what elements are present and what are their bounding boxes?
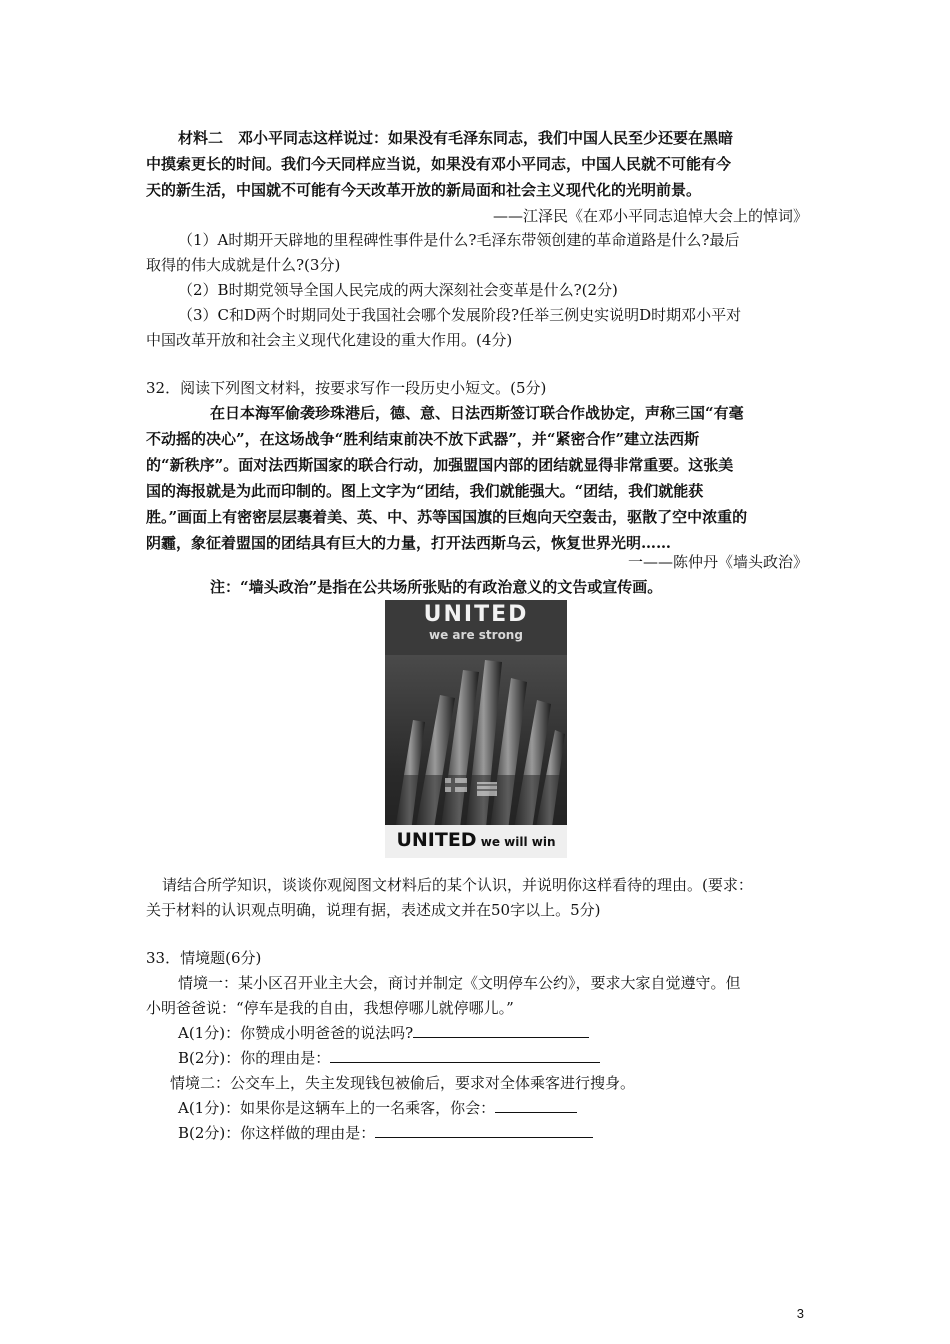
q33-scene2: 情境二：公交车上，失主发现钱包被偷后，要求对全体乘客进行搜身。 — [170, 1074, 636, 1092]
q33-scene1-line2: 小明爸爸说：“停车是我的自由，我想停哪儿就停哪儿。” — [146, 999, 514, 1017]
q32-text-line5: 胜。”画面上有密密层层裹着美、英、中、苏等国国旗的巨炮向天空轰击，驱散了空中浓重的 — [146, 508, 748, 526]
q32-task-line1: 请结合所学知识，谈谈你观阅图文材料后的某个认识，并说明你这样看待的理由。(要求： — [162, 876, 753, 894]
q33-scene1-a-label: A(1分)：你赞成小明爸爸的说法吗? — [178, 1024, 414, 1042]
q32-task-line2: 关于材料的认识观点明确，说理有据，表述成文并在50字以上。5分) — [146, 901, 601, 919]
q33-scene2-a-label: A(1分)：如果你是这辆车上的一名乘客，你会： — [178, 1099, 496, 1117]
material2-line-2: 中摸索更长的时间。我们今天同样应当说，如果没有邓小平同志，中国人民就不可能有今 — [146, 155, 732, 173]
page-number: 3 — [796, 1306, 804, 1321]
q33-scene2-b — [178, 1123, 593, 1143]
q33-title: 33．情境题(6分) — [146, 949, 262, 967]
q32-text-line4: 国的海报就是为此而印制的。图上文字为“团结，我们就能强大。“团结，我们就能获 — [146, 482, 704, 500]
poster-bottom-caption — [385, 829, 567, 851]
q31-part1-line1: （1）A时期开天辟地的里程碑性事件是什么?毛泽东带领创建的革命道路是什么?最后 — [178, 231, 740, 249]
q33-scene1-b-label: B(2分)：你的理由是： — [178, 1049, 331, 1067]
answer-blank-s2b[interactable] — [375, 1123, 593, 1138]
q32-note: 注：“墙头政治”是指在公共场所张贴的有政治意义的文告或宣传画。 — [210, 578, 663, 596]
poster-top-title: UNITED — [423, 602, 529, 627]
q33-scene1-a — [178, 1023, 589, 1043]
q31-part3-line1: （3）C和D两个时期同处于我国社会哪个发展阶段?任举三例史实说明D时期邓小平对 — [178, 306, 742, 324]
material2-line-1: 材料二 邓小平同志这样说过：如果没有毛泽东同志，我们中国人民至少还要在黑暗 — [178, 129, 734, 147]
material2-line-3: 天的新生活，中国就不可能有今天改革开放的新局面和社会主义现代化的光明前景。 — [146, 181, 702, 199]
q31-part3-line2: 中国改革开放和社会主义现代化建设的重大作用。(4分) — [146, 331, 513, 349]
q32-text-line2: 不动摇的决心”，在这场战争“胜利结束前决不放下武器”，并“紧密合作”建立法西斯 — [146, 430, 700, 448]
poster-cannons-graphic — [385, 600, 567, 858]
poster-bottom-united: UNITED — [396, 829, 477, 851]
q32-source: 一——陈仲丹《墙头政治》 — [627, 553, 808, 571]
q31-part1-line2: 取得的伟大成就是什么?(3分) — [146, 256, 341, 274]
answer-blank-s2a[interactable] — [495, 1098, 577, 1113]
poster-bottom-text: we will win — [476, 835, 556, 849]
poster-top-subtitle: we are strong — [429, 628, 523, 642]
q32-text-line6: 阴霾，象征着盟国的团结具有巨大的力量，打开法西斯乌云，恢复世界光明…… — [146, 534, 672, 552]
q33-scene1-line1: 情境一：某小区召开业主大会，商讨并制定《文明停车公约》，要求大家自觉遵守。但 — [178, 974, 741, 992]
q32-text-line3: 的“新秩序”。面对法西斯国家的联合行动，加强盟国内部的团结就显得非常重要。这张美 — [146, 456, 734, 474]
q31-part2: （2）B时期党领导全国人民完成的两大深刻社会变革是什么?(2分) — [178, 281, 618, 299]
q32-title: 32．阅读下列图文材料，按要求写作一段历史小短文。(5分) — [146, 379, 547, 397]
q33-scene1-b — [178, 1048, 600, 1068]
united-poster-image — [385, 600, 567, 858]
q33-scene2-b-label: B(2分)：你这样做的理由是： — [178, 1124, 376, 1142]
answer-blank-s1a[interactable] — [413, 1023, 589, 1038]
material2-source: ——江泽民《在邓小平同志追悼大会上的悼词》 — [492, 207, 808, 225]
answer-blank-s1b[interactable] — [330, 1048, 600, 1063]
q32-text-line1: 在日本海军偷袭珍珠港后，德、意、日法西斯签订联合作战协定，声称三国“有毫 — [210, 404, 744, 422]
q33-scene2-a — [178, 1098, 577, 1118]
